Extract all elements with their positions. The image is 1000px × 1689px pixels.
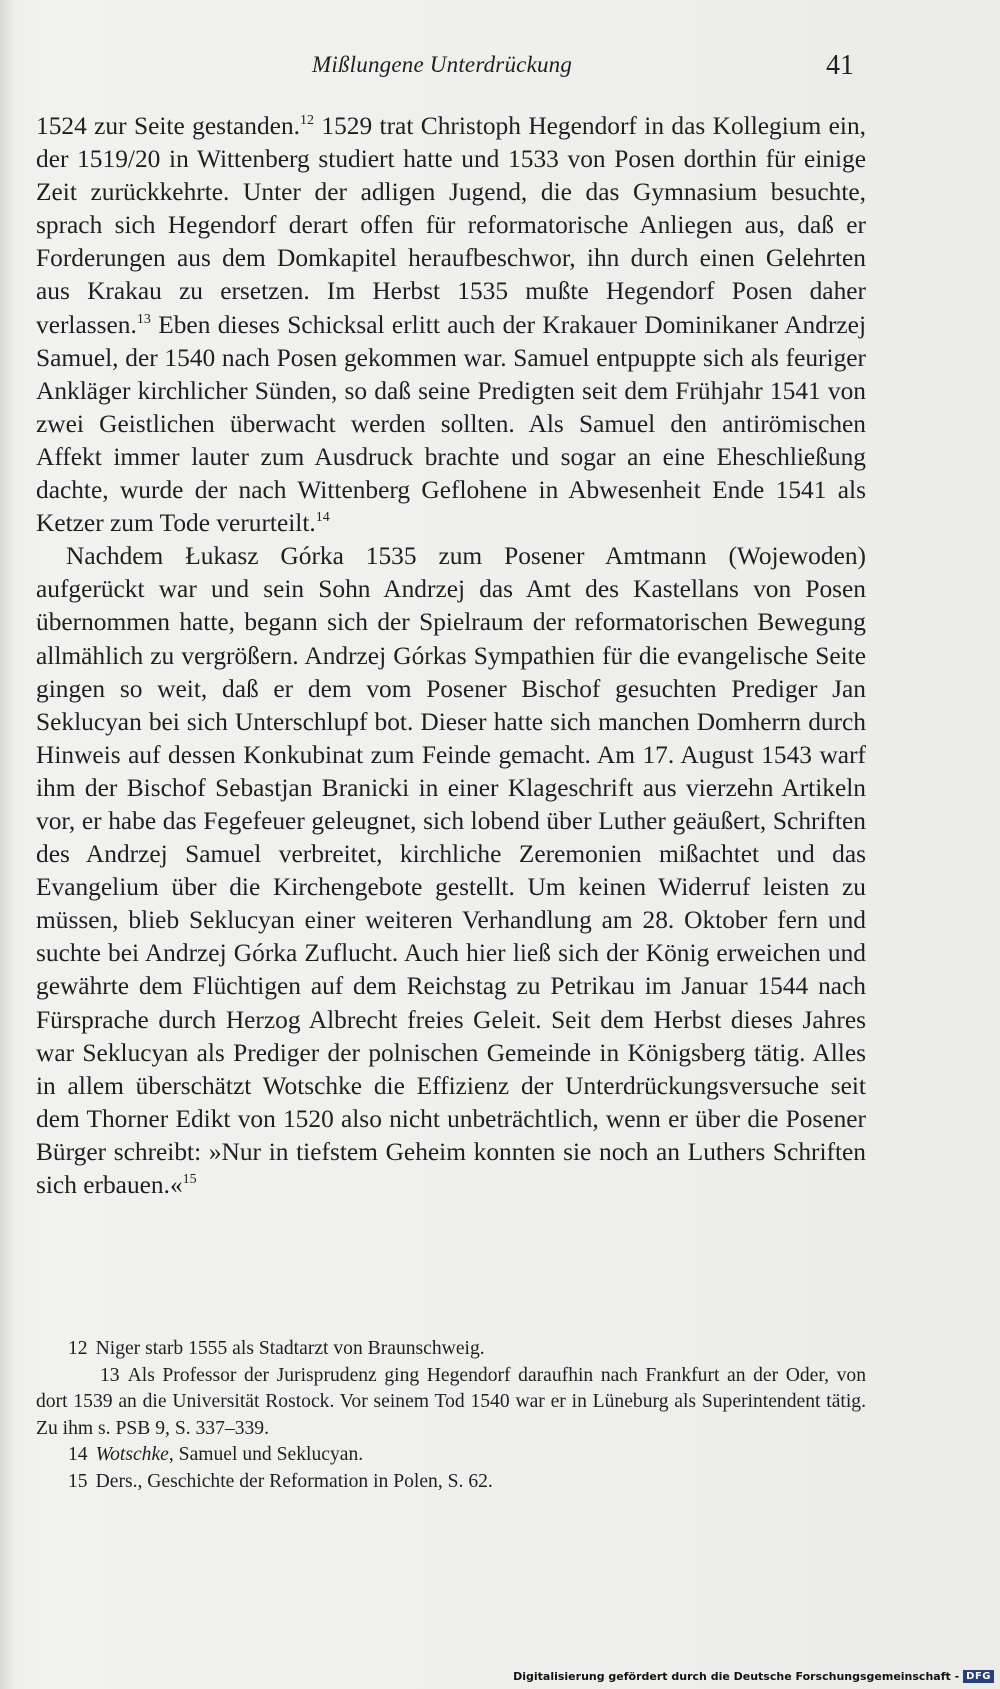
page-binding-edge [0, 0, 14, 1689]
footnote-text: , Samuel und Seklucyan. [168, 1444, 364, 1466]
footnote-13 [36, 1363, 866, 1443]
footnote-ref-15[interactable]: 15 [182, 1172, 197, 1187]
footnote-12 [68, 1336, 866, 1363]
text-run: Eben dieses Schicksal erlitt auch der Krakauer Dominikaner Andrzej Samuel, der 1540 nach Posen gekommen war. Samuel entpuppte sich als feuriger Ankläger kirchlicher Sünden, so daß seine Predigten seit dem Frühjahr 1541 von zwei Geistlichen überwacht werden sollten. Als Samuel den antirömischen Affekt immer lauter zum Ausdruck brachte und sogar an eine Eheschließung dachte, wurde der nach Wittenberg Geflohene in Abwesenheit Ende 1541 als Ketzer zum Tode verurteilt. [36, 310, 866, 538]
paragraph-1 [36, 110, 866, 540]
digitization-credit [513, 1670, 994, 1683]
footnote-text: Ders., Geschichte der Reformation in Polen, S. 62. [95, 1470, 493, 1492]
text-run: 1524 zur Seite gestanden. [36, 112, 300, 140]
running-title: Mißlungene Unterdrückung [312, 52, 573, 77]
footnotes [36, 1336, 866, 1496]
credit-text: Digitalisierung gefördert durch die Deutsche Forschungsgemeinschaft - [513, 1670, 960, 1683]
main-text [36, 110, 866, 1202]
dfg-logo: DFG [963, 1670, 994, 1683]
footnote-number: 15 [68, 1470, 88, 1492]
footnote-14 [68, 1442, 866, 1469]
footnote-ref-13[interactable]: 13 [136, 311, 151, 327]
footnote-15 [68, 1469, 866, 1496]
text-run: 1529 trat Christoph Hegendorf in das Kollegium ein, der 1519/20 in Wittenberg studiert hatte und 1533 von Posen dorthin für einige Zeit zurückkehrte. Unter der adligen Jugend, die das Gymnasium besuchte, sprach sich Hegendorf derart offen für reformatorische Anliegen aus, daß er Forderungen aus dem Domkapitel heraufbeschwor, ihn durch einen Gelehrten aus Krakau zu ersetzen. Im Herbst 1535 mußte Hegendorf Posen daher verlassen. [36, 112, 866, 339]
footnote-text: Als Professor der Jurisprudenz ging Hegendorf daraufhin nach Frankfurt an der Oder, von dort 1539 an die Universität Rostock. Vor seinem Tod 1540 war er in Lüneburg als Superintendent tätig. Zu ihm s. PSB 9, S. 337–339. [36, 1364, 866, 1439]
footnote-ref-12[interactable]: 12 [300, 113, 314, 128]
page-number: 41 [826, 50, 854, 81]
footnote-author: Wotschke [95, 1444, 169, 1466]
text-run: Nachdem Łukasz Górka 1535 zum Posener Amtmann (Wojewoden) aufgerückt war und sein Sohn Andrzej das Amt des Kastellans von Posen übernommen hatte, begann sich der Spielraum der reformatorischen Bewegung allmählich zu vergrößern. Andrzej Górkas Sympathien für die evangelische Seite gingen so weit, daß er dem vom Posener Bischof gesuchten Prediger Jan Seklucyan bei sich Unterschlupf bot. Dieser hatte sich manchen Domherrn durch Hinweis auf dessen Konkubinat zum Feinde gemacht. Am 17. August 1543 warf ihm der Bischof Sebastjan Branicki in einer Klageschrift aus vierzehn Artikeln vor, er habe das Fegefeuer geleugnet, sich lobend über Luther geäußert, Schriften des Andrzej Samuel verbreitet, kirchliche Zeremonien mißachtet und das Evangelium über die Kirchengebote gestellt. Um keinen Widerruf leisten zu müssen, blieb Seklucyan einer weiteren Verhandlung am 28. Oktober fern und suchte bei Andrzej Górka Zuflucht. Auch hier ließ sich der König erweichen und gewährte dem Flüchtigen auf dem Reichstag zu Petrikau im Januar 1544 nach Fürsprache durch Herzog Albrecht freies Geleit. Seit dem Herbst dieses Jahres war Seklucyan als Prediger der polnischen Gemeinde in Königsberg tätig. Alles in allem überschätzt Wotschke die Effizienz der Unterdrückungsversuche seit dem Thorner Edikt von 1520 also nicht unbeträchtlich, wenn er über die Posener Bürger schreibt: »Nur in tiefstem Geheim konnten sie noch an Luthers Schriften sich erbauen.« [36, 542, 866, 1199]
paragraph-2 [36, 540, 866, 1202]
footnote-text: Niger starb 1555 als Stadtarzt von Braunschweig. [95, 1338, 485, 1359]
footnote-number: 12 [68, 1338, 88, 1359]
footnote-number: 13 [100, 1364, 120, 1386]
footnote-ref-14[interactable]: 14 [315, 510, 330, 526]
footnote-number: 14 [68, 1444, 88, 1466]
